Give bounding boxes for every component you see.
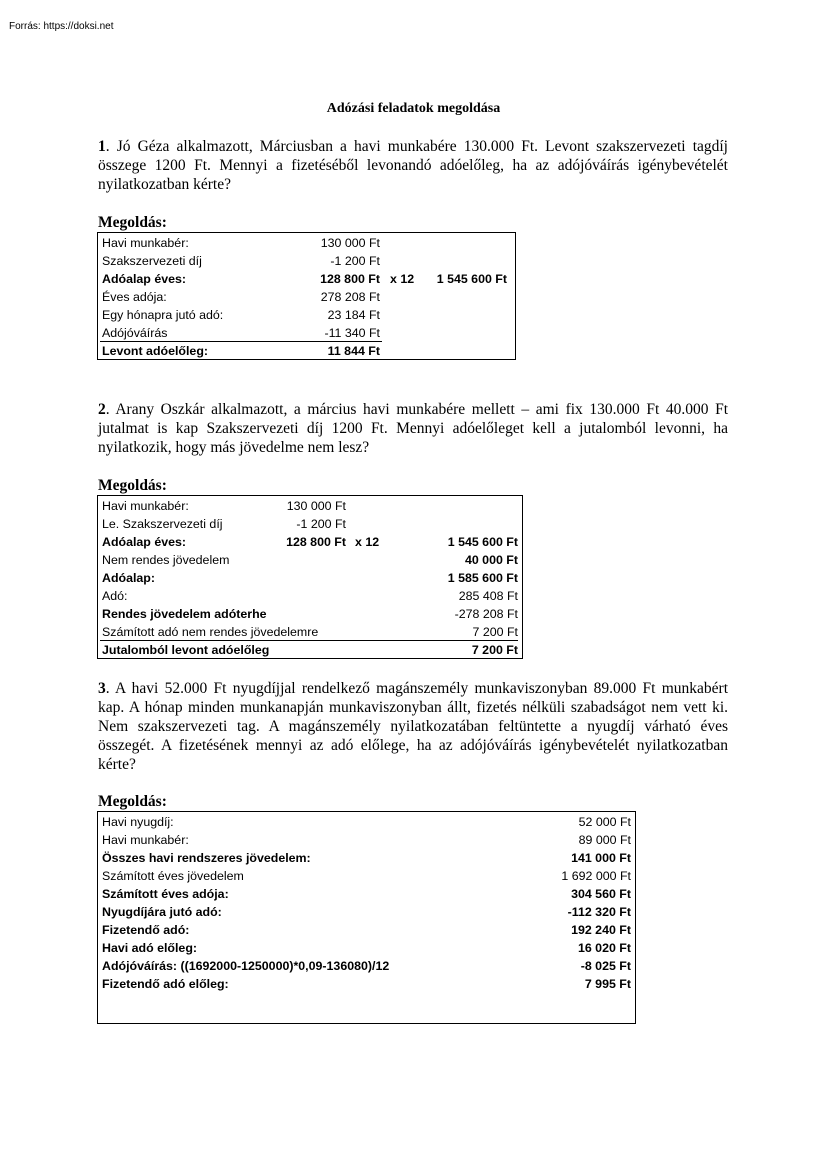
problem-1-text (98, 137, 728, 194)
row-value: 304 560 Ft (571, 887, 631, 901)
row-value: -1 200 Ft (330, 254, 380, 268)
row-label: Havi munkabér: (102, 499, 189, 513)
problem-statement: . Jó Géza alkalmazott, Márciusban a havi munkabére 130.000 Ft. Levont szakszervezeti tagdíj összege 1200 Ft. Mennyi a fizetéséből levonandó adóelőleg, ha az adójóváírás igénybevételét nyilatkozatban kérte? (98, 138, 728, 193)
row-label: Nyugdíjára jutó adó: (102, 905, 222, 919)
row-value: 128 800 Ft (286, 535, 346, 549)
row-label: Jutalomból levont adóelőleg (102, 643, 270, 657)
row-label: Adójóváírás (102, 326, 168, 340)
page-title: Adózási feladatok megoldása (326, 101, 501, 116)
row-value: 16 020 Ft (577, 941, 631, 955)
row-label: Fizetendő adó: (102, 923, 190, 937)
row-value: 1 692 000 Ft (561, 869, 631, 883)
row-label: Havi munkabér: (102, 236, 189, 250)
row-label: Számított éves adója: (102, 887, 229, 901)
row-total: 1 545 600 Ft (436, 272, 507, 286)
solution-table-1 (97, 232, 516, 360)
row-label: Havi munkabér: (102, 833, 189, 847)
row-value: 52 000 Ft (578, 815, 631, 829)
row-value: 23 184 Ft (327, 308, 380, 322)
row-label: Fizetendő adó előleg: (102, 977, 229, 991)
problem-3-text (98, 679, 728, 774)
problem-number: 2 (98, 401, 106, 418)
row-label: Éves adója: (102, 290, 167, 304)
problem-number: 3 (98, 680, 106, 697)
solution-heading-2: Megoldás: (98, 477, 167, 494)
problem-statement: . A havi 52.000 Ft nyugdíjjal rendelkező magánszemély munkaviszonyban 89.000 Ft munkabért kap. A hónap minden munkanapján munkaviszonyban állt, fizetés nélküli szabadságot nem vett ki. Nem szakszervezeti tag. A magánszemély nyilatkozatában feltüntette a nyugdíj várható éves összegét. A fizetésének mennyi az adó előlege, ha az adójóváírás igénybevételét nyilatkozatban kérte? (98, 680, 728, 773)
solution-heading-3: Megoldás: (98, 793, 167, 810)
row-total: 7 200 Ft (472, 625, 518, 639)
problem-2-text (98, 400, 728, 457)
row-value: -1 200 Ft (296, 517, 346, 531)
row-label: Számított adó nem rendes jövedelemre (102, 625, 319, 639)
row-label: Havi adó előleg: (102, 941, 198, 955)
row-total: 7 200 Ft (471, 643, 518, 657)
row-total: -278 208 Ft (454, 607, 518, 621)
row-label: Le. Szakszervezeti díj (102, 517, 223, 531)
row-value: 128 800 Ft (320, 272, 380, 286)
row-total: 1 585 600 Ft (447, 571, 518, 585)
row-label: Egy hónapra jutó adó: (102, 308, 224, 322)
problem-number: 1 (98, 138, 106, 155)
row-label: Adóalap éves: (102, 272, 187, 286)
row-value: 89 000 Ft (578, 833, 631, 847)
row-value: 192 240 Ft (571, 923, 631, 937)
problem-statement: . Arany Oszkár alkalmazott, a március havi munkabére mellett – ami fix 130.000 Ft 40.000 Ft jutalmat is kap Szakszervezeti díj 1200 Ft. Mennyi adóelőleget kell a jutalomból levonni, ha nyilatkozik, hogy más jövedelme nem lesz? (98, 401, 728, 456)
row-total: 285 408 Ft (458, 589, 518, 603)
row-value: 11 844 Ft (327, 344, 380, 358)
row-value: -112 320 Ft (567, 905, 631, 919)
row-total: 40 000 Ft (464, 553, 518, 567)
row-value: -11 340 Ft (324, 326, 380, 340)
row-value: 130 000 Ft (320, 236, 380, 250)
row-label: Összes havi rendszeres jövedelem: (102, 851, 311, 865)
row-label: Levont adóelőleg: (102, 344, 209, 358)
row-label: Adó: (102, 589, 128, 603)
row-value: 278 208 Ft (320, 290, 380, 304)
solution-table-3 (97, 811, 636, 1024)
solution-heading-1: Megoldás: (98, 214, 167, 231)
row-value: 130 000 Ft (286, 499, 346, 513)
row-value: 141 000 Ft (571, 851, 631, 865)
row-label: Havi nyugdíj: (102, 815, 174, 829)
row-total: 1 545 600 Ft (447, 535, 518, 549)
solution-table-2 (97, 495, 523, 659)
row-value: -8 025 Ft (580, 959, 631, 973)
row-value: 7 995 Ft (584, 977, 631, 991)
row-label: Adóalap éves: (102, 535, 187, 549)
row-label: Nem rendes jövedelem (102, 553, 230, 567)
row-label: Szakszervezeti díj (102, 254, 202, 268)
row-multiplier: x 12 (390, 272, 415, 286)
row-multiplier: x 12 (355, 535, 380, 549)
row-label: Rendes jövedelem adóterhe (102, 607, 267, 621)
row-label: Számított éves jövedelem (102, 869, 244, 883)
row-label: Adóalap: (102, 571, 156, 585)
row-label: Adójóváírás: ((1692000-1250000)*0,09-136080)/12 (102, 959, 390, 973)
source-note: Forrás: https://doksi.net (9, 21, 114, 32)
